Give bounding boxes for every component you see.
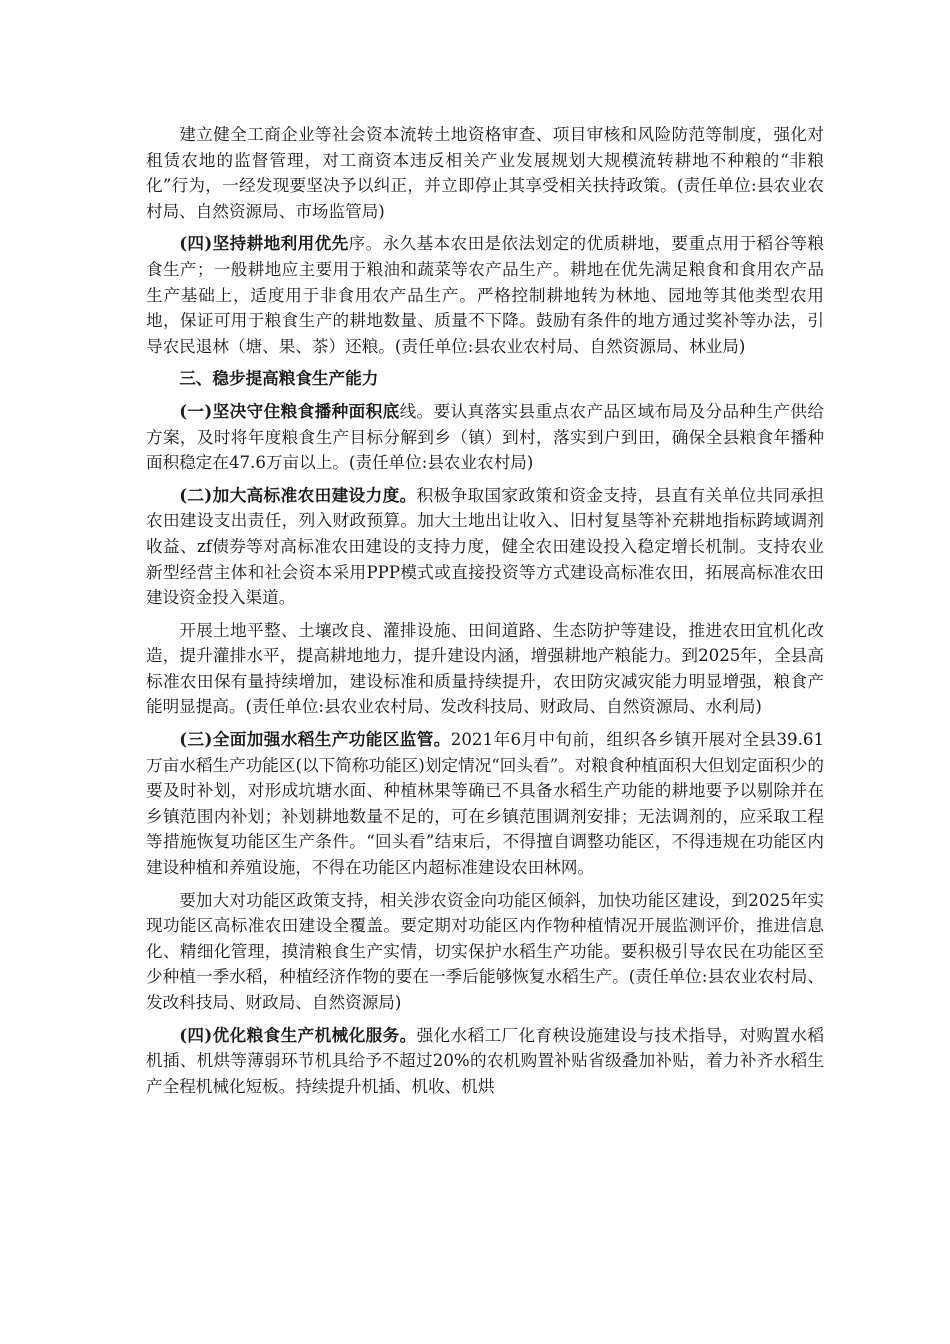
paragraph-mechanization — [146, 1023, 824, 1100]
section-heading: 三、稳步提高粮食生产能力 — [179, 368, 379, 389]
paragraph-farmland-priority — [146, 231, 824, 359]
paragraph-lead: (一)坚决守住粮食播种面积底 — [179, 400, 400, 421]
paragraph-body: 建立健全工商企业等社会资本流转土地资格审查、项目审核和风险防范等制度，强化对租赁农地的监督管理，对工商资本违反相关产业发展规划大规模流转耕地不种粮的“非粮化”行为，一经发现要坚决予以纠正，并立即停止其享受相关扶持政策。(责任单位:县农业农村局、自然资源局、市场监管局) — [146, 125, 824, 221]
paragraph-body: 线。要认真落实县重点农产品区域布局及分品种生产供给方案，及时将年度粮食生产目标分解到乡（镇）到村，落实到户到田，确保全县粮食年播种面积稳定在47.6万亩以上。(责任单位:县农业农村局) — [146, 401, 824, 473]
paragraph-rice-zone-support — [146, 888, 824, 1016]
paragraph-lead: (四)优化粮食生产机械化服务。 — [179, 1024, 417, 1045]
paragraph-body: 要加大对功能区政策支持，相关涉农资金向功能区倾斜，加快功能区建设，到2025年实现功能区高标准农田建设全覆盖。要定期对功能区内作物种植情况开展监测评价，推进信息化、精细化管理，摸清粮食生产实情，切实保护水稻生产功能。要积极引导农民在功能区至少种植一季水稻，种植经济作物的要在一季后能够恢复水稻生产。(责任单位:县农业农村局、发改科技局、财政局、自然资源局) — [146, 890, 824, 1012]
paragraph-capital-review — [146, 122, 824, 224]
paragraph-body: 积极争取国家政策和资金支持，县直有关单位共同承担农田建设支出责任，列入财政预算。加大土地出让收入、旧村复垦等补充耕地指标跨域调剂收益、zf债券等对高标准农田建设的支持力度，健全农田建设投入稳定增长机制。支持农业新型经营主体和社会资本采用PPP模式或直接投资等方式建设高标准农田，拓展高标准农田建设资金投入渠道。 — [146, 485, 825, 608]
paragraph-body: 开展土地平整、土壤改良、灌排设施、田间道路、生态防护等建设，推进农田宜机化改造，提升灌排水平，提高耕地地力，提升建设内涵，增强耕地产粮能力。到2025年，全县高标准农田保有量持续增加，建设标准和质量持续提升，农田防灾减灾能力明显增强，粮食产能明显提高。(责任单位:县农业农村局、发改科技局、财政局、自然资源局、水利局) — [146, 620, 824, 717]
paragraph-body: 强化水稻工厂化育秧设施建设与技术指导，对购置水稻机插、机烘等薄弱环节机具给予不超过20%的农机购置补贴省级叠加补贴，着力补齐水稻生产全程机械化短板。持续提升机插、机收、机烘 — [146, 1025, 825, 1096]
paragraph-lead: (三)全面加强水稻生产功能区监管。 — [179, 729, 451, 750]
paragraph-body: 2021年6月中旬前，组织各乡镇开展对全县39.61万亩水稻生产功能区(以下简称功能区)划定情况“回头看”。对粮食种植面积大但划定面积少的要及时补划，对形成坑塘水面、种植林果等确已不具备水稻生产功能的耕地要予以剔除并在乡镇范围内补划；补划耕地数量不足的，可在乡镇范围调剂安排；无法调剂的，应采取工程等措施恢复功能区生产条件。“回头看”结束后，不得擅自调整功能区，不得违规在功能区内建设种植和养殖设施，不得在功能区内超标准建设农田林网。 — [146, 730, 824, 878]
paragraph-land-improvement — [146, 618, 824, 720]
paragraph-rice-zone-supervision — [146, 727, 824, 881]
paragraph-high-standard-farmland — [146, 483, 824, 611]
paragraph-lead: (四)坚持耕地利用优先 — [179, 233, 349, 254]
paragraph-lead: (二)加大高标准农田建设力度。 — [179, 484, 417, 505]
paragraph-body: 序。永久基本农田是依法划定的优质耕地，要重点用于稻谷等粮食生产；一般耕地应主要用于粮油和蔬菜等农产品生产。耕地在优先满足粮食和食用农产品生产基础上，适度用于非食用农产品生产。严格控制耕地转为林地、园地等其他类型农用地，保证可用于粮食生产的耕地数量、质量不下降。鼓励有条件的地方通过奖补等办法，引导农民退林（塘、果、茶）还粮。(责任单位:县农业农村局、自然资源局、林业局) — [146, 234, 825, 356]
paragraph-sowing-area — [146, 399, 824, 476]
document-page — [146, 122, 824, 1106]
